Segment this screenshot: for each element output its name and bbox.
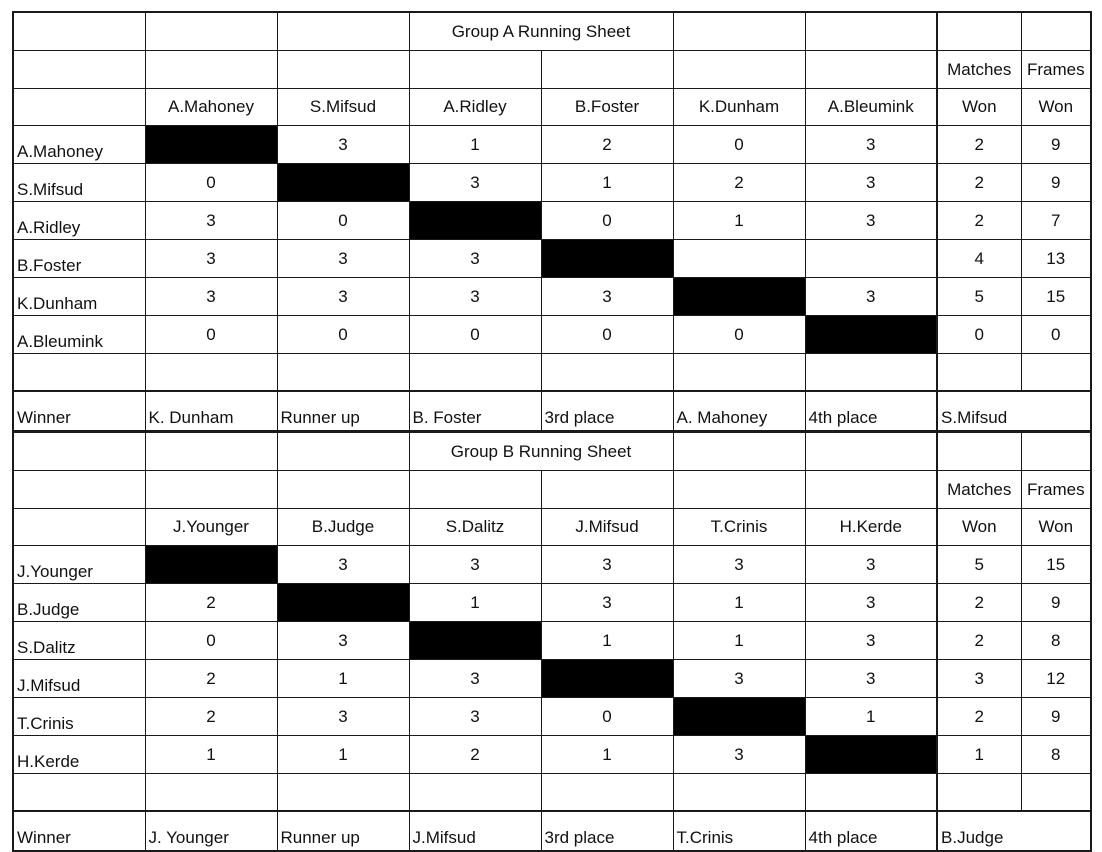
frames-won-header: Won: [1021, 89, 1091, 126]
empty-cell: [277, 12, 409, 51]
group-b-rows: [13, 546, 1091, 774]
frames-won-cell: 15: [1021, 546, 1091, 584]
score-cell: 3: [277, 622, 409, 660]
empty-cell: [805, 471, 937, 509]
score-cell: 3: [673, 660, 805, 698]
score-cell: 3: [805, 584, 937, 622]
score-cell: 0: [673, 316, 805, 354]
row-player-name: B.Judge: [13, 584, 145, 622]
matches-header: Matches: [937, 51, 1021, 89]
score-cell: 3: [673, 546, 805, 584]
row-player-name: J.Mifsud: [13, 660, 145, 698]
runner-up-label: Runner up: [277, 391, 409, 431]
score-cell: 1: [277, 736, 409, 774]
score-cell: 1: [145, 736, 277, 774]
score-cell: 3: [145, 240, 277, 278]
fourth-place-label: 4th place: [805, 391, 937, 431]
row-player-name: H.Kerde: [13, 736, 145, 774]
frames-won-cell: 9: [1021, 164, 1091, 202]
diagonal-blackout-cell: [409, 622, 541, 660]
matches-won-cell: 5: [937, 278, 1021, 316]
row-player-name: S.Mifsud: [13, 164, 145, 202]
score-cell: 3: [805, 622, 937, 660]
column-header-player: A.Mahoney: [145, 89, 277, 126]
score-cell: 3: [277, 126, 409, 164]
score-cell: 0: [145, 316, 277, 354]
column-header-player: J.Mifsud: [541, 509, 673, 546]
score-cell: 2: [145, 584, 277, 622]
score-cell: 3: [409, 278, 541, 316]
frames-won-header: Won: [1021, 509, 1091, 546]
winner-label: Winner: [13, 811, 145, 851]
empty-cell: [541, 51, 673, 89]
score-cell: 3: [409, 660, 541, 698]
empty-cell: [1021, 354, 1091, 392]
score-cell: 3: [409, 698, 541, 736]
fourth-place-name: S.Mifsud: [937, 391, 1021, 431]
score-cell: 3: [805, 164, 937, 202]
empty-cell: [409, 354, 541, 392]
empty-cell: [409, 51, 541, 89]
score-cell: 2: [145, 660, 277, 698]
score-cell: [673, 240, 805, 278]
third-place-label: 3rd place: [541, 811, 673, 851]
score-cell: 3: [409, 240, 541, 278]
empty-cell: [805, 432, 937, 471]
diagonal-blackout-cell: [541, 240, 673, 278]
empty-cell: [13, 354, 145, 392]
empty-cell: [13, 51, 145, 89]
column-header-player: B.Foster: [541, 89, 673, 126]
sheet-title: Group B Running Sheet: [409, 432, 673, 471]
frames-won-cell: 9: [1021, 584, 1091, 622]
score-cell: 0: [409, 316, 541, 354]
score-cell: 0: [541, 316, 673, 354]
runner-up-name: J.Mifsud: [409, 811, 541, 851]
score-cell: 3: [409, 546, 541, 584]
frames-won-cell: 12: [1021, 660, 1091, 698]
empty-cell: [277, 432, 409, 471]
score-cell: 0: [541, 202, 673, 240]
empty-cell: [937, 12, 1021, 51]
score-cell: 1: [541, 622, 673, 660]
empty-cell: [673, 12, 805, 51]
score-cell: 3: [805, 278, 937, 316]
score-cell: 3: [805, 126, 937, 164]
score-cell: 3: [541, 546, 673, 584]
empty-cell: [805, 51, 937, 89]
empty-cell: [277, 354, 409, 392]
empty-cell: [145, 471, 277, 509]
score-cell: 0: [673, 126, 805, 164]
matches-won-cell: 5: [937, 546, 1021, 584]
matches-won-cell: 1: [937, 736, 1021, 774]
score-cell: 3: [277, 698, 409, 736]
empty-cell: [805, 354, 937, 392]
diagonal-blackout-cell: [409, 202, 541, 240]
empty-cell: [673, 471, 805, 509]
score-cell: 3: [541, 584, 673, 622]
empty-cell: [805, 12, 937, 51]
matches-won-cell: 2: [937, 164, 1021, 202]
runner-up-label: Runner up: [277, 811, 409, 851]
table-row: [13, 164, 1091, 202]
score-cell: 1: [409, 126, 541, 164]
diagonal-blackout-cell: [277, 164, 409, 202]
empty-cell: [13, 12, 145, 51]
matches-won-cell: 2: [937, 126, 1021, 164]
column-header-player: H.Kerde: [805, 509, 937, 546]
empty-cell: [13, 89, 145, 126]
empty-cell: [673, 354, 805, 392]
table-row: [13, 202, 1091, 240]
score-cell: 3: [541, 278, 673, 316]
row-player-name: S.Dalitz: [13, 622, 145, 660]
diagonal-blackout-cell: [145, 546, 277, 584]
runner-up-name: B. Foster: [409, 391, 541, 431]
row-player-name: T.Crinis: [13, 698, 145, 736]
frames-won-cell: 15: [1021, 278, 1091, 316]
score-cell: 2: [541, 126, 673, 164]
score-cell: [805, 240, 937, 278]
winner-name: J. Younger: [145, 811, 277, 851]
empty-cell: [1021, 391, 1091, 431]
matches-won-cell: 2: [937, 698, 1021, 736]
column-header-player: B.Judge: [277, 509, 409, 546]
frames-header: Frames: [1021, 471, 1091, 509]
empty-cell: [13, 432, 145, 471]
winner-name: K. Dunham: [145, 391, 277, 431]
table-row: [13, 584, 1091, 622]
score-cell: 2: [145, 698, 277, 736]
empty-cell: [277, 774, 409, 812]
column-header-player: J.Younger: [145, 509, 277, 546]
row-player-name: K.Dunham: [13, 278, 145, 316]
diagonal-blackout-cell: [277, 584, 409, 622]
matches-won-cell: 2: [937, 202, 1021, 240]
score-cell: 1: [541, 736, 673, 774]
score-cell: 1: [805, 698, 937, 736]
empty-cell: [805, 774, 937, 812]
empty-cell: [1021, 811, 1091, 851]
frames-won-cell: 8: [1021, 622, 1091, 660]
score-cell: 1: [673, 202, 805, 240]
table-row: [13, 240, 1091, 278]
score-cell: 0: [277, 202, 409, 240]
score-cell: 3: [673, 736, 805, 774]
table-row: [13, 316, 1091, 354]
empty-cell: [541, 354, 673, 392]
empty-cell: [1021, 432, 1091, 471]
score-cell: 0: [541, 698, 673, 736]
column-header-player: A.Bleumink: [805, 89, 937, 126]
score-cell: 0: [145, 164, 277, 202]
results-row: [13, 391, 1091, 431]
diagonal-blackout-cell: [541, 660, 673, 698]
empty-cell: [409, 774, 541, 812]
empty-cell: [145, 354, 277, 392]
diagonal-blackout-cell: [805, 736, 937, 774]
empty-cell: [937, 354, 1021, 392]
score-cell: 3: [805, 202, 937, 240]
empty-cell: [673, 774, 805, 812]
diagonal-blackout-cell: [673, 698, 805, 736]
diagonal-blackout-cell: [145, 126, 277, 164]
group-a-rows: [13, 126, 1091, 354]
matches-won-cell: 2: [937, 622, 1021, 660]
score-cell: 3: [277, 278, 409, 316]
frames-won-cell: 9: [1021, 698, 1091, 736]
row-player-name: A.Mahoney: [13, 126, 145, 164]
empty-cell: [541, 774, 673, 812]
third-place-name: A. Mahoney: [673, 391, 805, 431]
third-place-name: T.Crinis: [673, 811, 805, 851]
empty-cell: [13, 471, 145, 509]
score-cell: 2: [673, 164, 805, 202]
frames-won-cell: 8: [1021, 736, 1091, 774]
score-cell: 1: [673, 584, 805, 622]
table-row: [13, 622, 1091, 660]
fourth-place-label: 4th place: [805, 811, 937, 851]
empty-cell: [13, 509, 145, 546]
score-cell: 0: [145, 622, 277, 660]
sheet-title: Group A Running Sheet: [409, 12, 673, 51]
diagonal-blackout-cell: [673, 278, 805, 316]
score-cell: 3: [409, 164, 541, 202]
column-header-player: S.Mifsud: [277, 89, 409, 126]
group-a-table: [12, 11, 1092, 432]
diagonal-blackout-cell: [805, 316, 937, 354]
empty-cell: [13, 774, 145, 812]
results-row: [13, 811, 1091, 851]
empty-cell: [937, 774, 1021, 812]
winner-label: Winner: [13, 391, 145, 431]
empty-cell: [277, 51, 409, 89]
empty-cell: [409, 471, 541, 509]
empty-cell: [1021, 774, 1091, 812]
score-cell: 0: [277, 316, 409, 354]
row-player-name: A.Bleumink: [13, 316, 145, 354]
frames-won-cell: 9: [1021, 126, 1091, 164]
table-row: [13, 698, 1091, 736]
score-cell: 1: [673, 622, 805, 660]
empty-cell: [145, 51, 277, 89]
frames-won-cell: 0: [1021, 316, 1091, 354]
matches-won-header: Won: [937, 89, 1021, 126]
empty-cell: [673, 432, 805, 471]
score-cell: 3: [145, 278, 277, 316]
empty-cell: [673, 51, 805, 89]
score-cell: 1: [409, 584, 541, 622]
column-header-player: K.Dunham: [673, 89, 805, 126]
empty-cell: [277, 471, 409, 509]
score-cell: 3: [805, 660, 937, 698]
table-row: [13, 546, 1091, 584]
score-cell: 2: [409, 736, 541, 774]
table-row: [13, 660, 1091, 698]
frames-header: Frames: [1021, 51, 1091, 89]
matches-won-cell: 3: [937, 660, 1021, 698]
empty-cell: [145, 12, 277, 51]
row-player-name: B.Foster: [13, 240, 145, 278]
matches-won-header: Won: [937, 509, 1021, 546]
group-a-sheet: [12, 11, 1092, 432]
frames-won-cell: 13: [1021, 240, 1091, 278]
score-cell: 3: [277, 546, 409, 584]
table-row: [13, 278, 1091, 316]
column-header-player: T.Crinis: [673, 509, 805, 546]
score-cell: 3: [277, 240, 409, 278]
column-header-player: S.Dalitz: [409, 509, 541, 546]
third-place-label: 3rd place: [541, 391, 673, 431]
table-row: [13, 736, 1091, 774]
row-player-name: J.Younger: [13, 546, 145, 584]
group-b-sheet: [12, 431, 1092, 852]
matches-header: Matches: [937, 471, 1021, 509]
empty-cell: [937, 432, 1021, 471]
matches-won-cell: 0: [937, 316, 1021, 354]
fourth-place-name: B.Judge: [937, 811, 1021, 851]
row-player-name: A.Ridley: [13, 202, 145, 240]
empty-cell: [1021, 12, 1091, 51]
frames-won-cell: 7: [1021, 202, 1091, 240]
column-header-player: A.Ridley: [409, 89, 541, 126]
score-cell: 1: [277, 660, 409, 698]
group-b-table: [12, 431, 1092, 852]
matches-won-cell: 4: [937, 240, 1021, 278]
empty-cell: [145, 774, 277, 812]
score-cell: 3: [145, 202, 277, 240]
empty-cell: [145, 432, 277, 471]
table-row: [13, 126, 1091, 164]
score-cell: 1: [541, 164, 673, 202]
matches-won-cell: 2: [937, 584, 1021, 622]
score-cell: 3: [805, 546, 937, 584]
empty-cell: [541, 471, 673, 509]
